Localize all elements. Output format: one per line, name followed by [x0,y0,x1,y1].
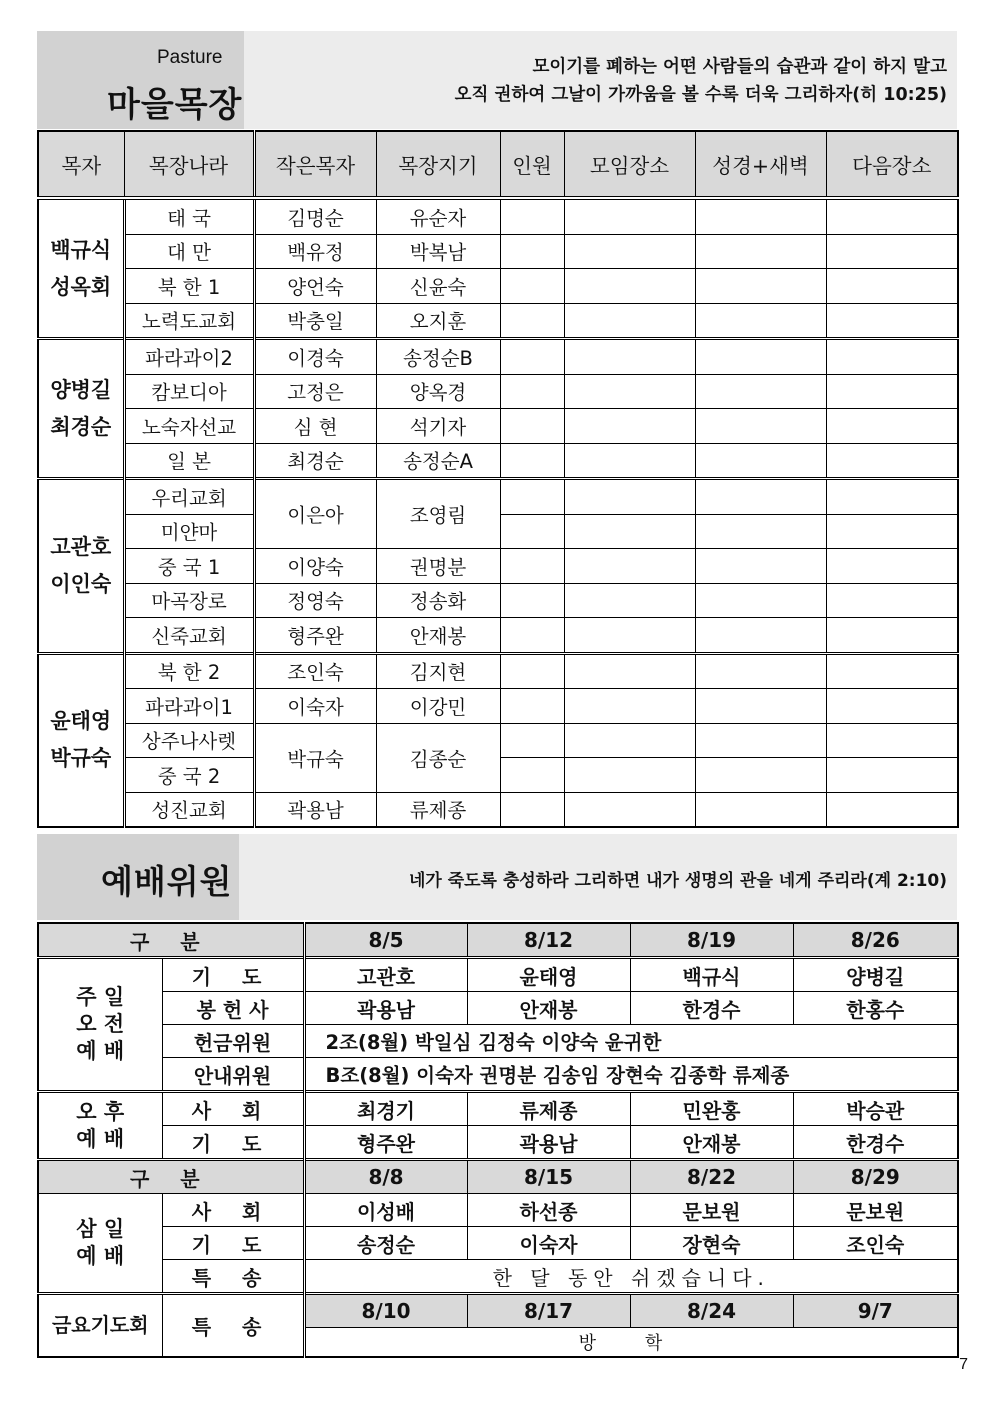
small-pastor-cell: 정영숙 [254,583,376,618]
name-cell: 곽용남 [304,992,467,1025]
place-cell[interactable] [564,549,695,584]
keeper-cell: 석기자 [376,409,500,444]
next-cell[interactable] [826,618,958,654]
count-cell[interactable] [500,514,564,549]
place-cell[interactable] [564,618,695,654]
friday-note: 방 학 [304,1328,958,1358]
table-row [38,618,958,654]
place-cell[interactable] [564,374,695,409]
pastor-name: 성옥회 [50,274,112,299]
next-cell[interactable] [826,303,958,339]
table-row [38,234,958,269]
nation-cell: 신죽교회 [124,618,254,654]
role-label: 헌금위원 [162,1025,304,1058]
sunday-date-row [38,923,958,958]
count-cell[interactable] [500,374,564,409]
table-row [38,1092,958,1126]
name-cell: 안재봉 [467,992,630,1025]
name-cell: 고관호 [304,958,467,992]
pastor-cell [38,653,124,827]
division-label: 구 분 [38,923,304,958]
place-cell[interactable] [564,303,695,339]
table-row [38,443,958,479]
name-cell: 한경수 [630,992,793,1025]
division-label: 구 분 [38,1160,304,1194]
pastor-name: 이인숙 [50,571,112,596]
next-cell[interactable] [826,549,958,584]
table-row [38,1025,958,1058]
next-cell[interactable] [826,269,958,304]
sunday-am-group [38,958,162,1092]
pastor-name: 윤태영 [50,709,112,734]
date-cell: 9/7 [793,1294,958,1328]
count-cell[interactable] [500,269,564,304]
header-count: 인원 [500,131,564,198]
table-row [38,958,958,992]
small-pastor-cell: 박규숙 [254,723,376,792]
small-pastor-cell: 김명순 [254,198,376,234]
name-cell: 조인숙 [793,1227,958,1260]
bible-cell[interactable] [695,443,826,479]
count-cell[interactable] [500,723,564,758]
page-number: 7 [959,1356,968,1373]
keeper-cell: 조영림 [376,479,500,549]
group-label: 오 전 [76,1012,125,1036]
group-label: 예 배 [76,1244,125,1268]
pasture-header [37,31,957,129]
small-pastor-cell: 이숙자 [254,689,376,724]
name-cell: 송정순 [304,1227,467,1260]
nation-cell: 파라과이1 [124,689,254,724]
small-pastor-cell: 이양숙 [254,549,376,584]
date-cell: 8/24 [630,1294,793,1328]
nation-cell: 노숙자선교 [124,409,254,444]
count-cell[interactable] [500,409,564,444]
pastor-cell [38,198,124,339]
header-keeper: 목장지기 [376,131,500,198]
group-label: 오 후 [76,1099,125,1124]
next-cell[interactable] [826,409,958,444]
table-row [38,792,958,827]
count-cell[interactable] [500,443,564,479]
small-pastor-cell: 고정은 [254,374,376,409]
name-cell: 민완홍 [630,1092,793,1126]
header-nation: 목장나라 [124,131,254,198]
next-cell[interactable] [826,443,958,479]
next-cell[interactable] [826,653,958,689]
nation-cell: 우리교회 [124,479,254,515]
keeper-cell: 안재봉 [376,618,500,654]
small-pastor-cell: 심 현 [254,409,376,444]
group-label: 삼 일 [76,1217,125,1241]
next-cell[interactable] [826,792,958,827]
name-cell: 양병길 [793,958,958,992]
table-row [38,1260,958,1294]
name-cell: 안재봉 [630,1126,793,1160]
bible-cell[interactable] [695,409,826,444]
role-label: 기 도 [162,1126,304,1160]
group-label: 예 배 [76,1126,125,1151]
pastor-cell [38,339,124,479]
pasture-verse-line1: 모이기를 폐하는 어떤 사람들의 습관과 같이 하지 말고 [532,57,947,77]
keeper-cell: 송정순A [376,443,500,479]
wednesday-group [38,1194,162,1294]
next-cell[interactable] [826,374,958,409]
place-cell[interactable] [564,514,695,549]
name-cell: 이숙자 [467,1227,630,1260]
next-cell[interactable] [826,583,958,618]
next-cell[interactable] [826,339,958,375]
keeper-cell: 정송화 [376,583,500,618]
sunday-pm-group [38,1092,162,1160]
pasture-verse-line2: 오직 권하여 그날이 가까움을 볼 수록 더욱 그리하자(히 10:25) [454,85,947,105]
friday-group: 금요기도회 [38,1294,162,1358]
table-row [38,992,958,1025]
bible-cell[interactable] [695,198,826,234]
date-cell: 8/26 [793,923,958,958]
nation-cell: 중 국 1 [124,549,254,584]
bible-cell[interactable] [695,792,826,827]
count-cell[interactable] [500,758,564,793]
name-cell: 장현숙 [630,1227,793,1260]
nation-cell: 일 본 [124,443,254,479]
place-cell[interactable] [564,234,695,269]
name-cell: 문보원 [793,1194,958,1227]
name-cell: 최경기 [304,1092,467,1126]
pastor-cell [38,479,124,654]
table-row [38,1058,958,1092]
pastor-name: 박규숙 [50,746,112,771]
place-cell[interactable] [564,339,695,375]
table-row [38,653,958,689]
count-cell[interactable] [500,303,564,339]
nation-cell: 북 한 2 [124,653,254,689]
count-cell[interactable] [500,198,564,234]
name-cell: 곽용남 [467,1126,630,1160]
role-label: 안내위원 [162,1058,304,1092]
pasture-header-row [38,131,958,198]
worship-verse: 네가 죽도록 충성하라 그리하면 내가 생명의 관을 네게 주리라(계 2:10) [408,871,947,891]
name-cell: 한경수 [793,1126,958,1160]
nation-cell: 상주나사렛 [124,723,254,758]
nation-cell: 북 한 1 [124,269,254,304]
bible-cell[interactable] [695,723,826,758]
header-small-pastor: 작은목자 [254,131,376,198]
table-row [38,339,958,375]
bible-cell[interactable] [695,479,826,515]
bible-cell[interactable] [695,758,826,793]
next-cell[interactable] [826,198,958,234]
next-cell[interactable] [826,479,958,515]
nation-cell: 성진교회 [124,792,254,827]
small-pastor-cell: 곽용남 [254,792,376,827]
keeper-cell: 유순자 [376,198,500,234]
count-cell[interactable] [500,549,564,584]
keeper-cell: 류제종 [376,792,500,827]
keeper-cell: 김종순 [376,723,500,792]
nation-cell: 캄보디아 [124,374,254,409]
table-row [38,583,958,618]
pasture-title-ko: 마을목장 [107,85,243,125]
keeper-cell: 신윤숙 [376,269,500,304]
count-cell[interactable] [500,234,564,269]
name-cell: 백규식 [630,958,793,992]
date-cell: 8/22 [630,1160,793,1194]
pastor-name: 양병길 [50,377,112,402]
bible-cell[interactable] [695,514,826,549]
role-label: 사 회 [162,1194,304,1227]
keeper-cell: 박복남 [376,234,500,269]
role-label: 기 도 [162,958,304,992]
worship-table [37,922,959,1358]
header-next-place: 다음장소 [826,131,958,198]
date-cell: 8/8 [304,1160,467,1194]
wed-date-row [38,1160,958,1194]
date-cell: 8/5 [304,923,467,958]
date-cell: 8/12 [467,923,630,958]
header-place: 모임장소 [564,131,695,198]
table-row [38,549,958,584]
keeper-cell: 송정순B [376,339,500,375]
role-label: 사 회 [162,1092,304,1126]
pasture-table [37,130,959,828]
pasture-title-box [37,31,244,129]
bible-cell[interactable] [695,269,826,304]
table-row [38,1227,958,1260]
count-cell[interactable] [500,583,564,618]
table-row [38,1294,958,1328]
nation-cell: 파라과이2 [124,339,254,375]
place-cell[interactable] [564,792,695,827]
name-cell: 형주완 [304,1126,467,1160]
place-cell[interactable] [564,443,695,479]
table-row [38,1126,958,1160]
keeper-cell: 권명분 [376,549,500,584]
keeper-cell: 이강민 [376,689,500,724]
money-members: 2조(8월) 박일심 김정숙 이양숙 윤귀한 [304,1025,958,1058]
table-row [38,374,958,409]
date-cell: 8/29 [793,1160,958,1194]
small-pastor-cell: 조인숙 [254,653,376,689]
count-cell[interactable] [500,689,564,724]
bible-cell[interactable] [695,653,826,689]
count-cell[interactable] [500,618,564,654]
worship-title-box [37,834,239,920]
next-cell[interactable] [826,514,958,549]
worship-header [37,834,957,920]
small-pastor-cell: 형주완 [254,618,376,654]
small-pastor-cell: 백유정 [254,234,376,269]
place-cell[interactable] [564,653,695,689]
small-pastor-cell: 양언숙 [254,269,376,304]
place-cell[interactable] [564,583,695,618]
keeper-cell: 김지현 [376,653,500,689]
place-cell[interactable] [564,269,695,304]
nation-cell: 대 만 [124,234,254,269]
bible-cell[interactable] [695,549,826,584]
name-cell: 문보원 [630,1194,793,1227]
pastor-name: 고관호 [50,534,112,559]
table-row [38,1194,958,1227]
header-pastor: 목자 [38,131,124,198]
nation-cell: 노력도교회 [124,303,254,339]
bible-cell[interactable] [695,618,826,654]
table-row [38,689,958,724]
date-cell: 8/17 [467,1294,630,1328]
count-cell[interactable] [500,479,564,515]
date-cell: 8/19 [630,923,793,958]
table-row [38,269,958,304]
table-row [38,198,958,234]
name-cell: 류제종 [467,1092,630,1126]
count-cell[interactable] [500,792,564,827]
role-label: 기 도 [162,1227,304,1260]
pasture-verse [455,53,947,109]
worship-title-ko: 예배위원 [101,862,233,901]
place-cell[interactable] [564,689,695,724]
nation-cell: 미얀마 [124,514,254,549]
table-row [38,409,958,444]
nation-cell: 중 국 2 [124,758,254,793]
small-pastor-cell: 이은아 [254,479,376,549]
bible-cell[interactable] [695,583,826,618]
nation-cell: 태 국 [124,198,254,234]
name-cell: 이성배 [304,1194,467,1227]
count-cell[interactable] [500,339,564,375]
bible-cell[interactable] [695,374,826,409]
bible-cell[interactable] [695,689,826,724]
nation-cell: 마곡장로 [124,583,254,618]
header-bible-dawn: 성경+새벽 [695,131,826,198]
place-cell[interactable] [564,409,695,444]
pastor-name: 백규식 [50,237,112,262]
group-label: 주 일 [76,985,125,1009]
table-row [38,303,958,339]
role-label: 특 송 [162,1260,304,1294]
next-cell[interactable] [826,723,958,758]
pastor-name: 최경순 [50,414,112,439]
date-cell: 8/15 [467,1160,630,1194]
name-cell: 한홍수 [793,992,958,1025]
name-cell: 하선종 [467,1194,630,1227]
guide-members: B조(8월) 이숙자 권명분 김송임 장현숙 김종학 류제종 [304,1058,958,1092]
bible-cell[interactable] [695,234,826,269]
name-cell: 박승관 [793,1092,958,1126]
small-pastor-cell: 최경순 [254,443,376,479]
table-row [38,479,958,515]
bible-cell[interactable] [695,339,826,375]
bible-cell[interactable] [695,303,826,339]
keeper-cell: 오지훈 [376,303,500,339]
small-pastor-cell: 이경숙 [254,339,376,375]
next-cell[interactable] [826,234,958,269]
special-note: 한 달 동안 쉬겠습니다. [304,1260,958,1294]
role-label: 봉 헌 사 [162,992,304,1025]
role-label: 특 송 [162,1294,304,1358]
count-cell[interactable] [500,653,564,689]
place-cell[interactable] [564,479,695,515]
next-cell[interactable] [826,758,958,793]
place-cell[interactable] [564,198,695,234]
table-row [38,723,958,758]
pasture-title-en: Pasture [157,47,223,68]
next-cell[interactable] [826,689,958,724]
keeper-cell: 양옥경 [376,374,500,409]
name-cell: 윤태영 [467,958,630,992]
small-pastor-cell: 박충일 [254,303,376,339]
date-cell: 8/10 [304,1294,467,1328]
group-label: 예 배 [76,1039,125,1063]
place-cell[interactable] [564,758,695,793]
place-cell[interactable] [564,723,695,758]
